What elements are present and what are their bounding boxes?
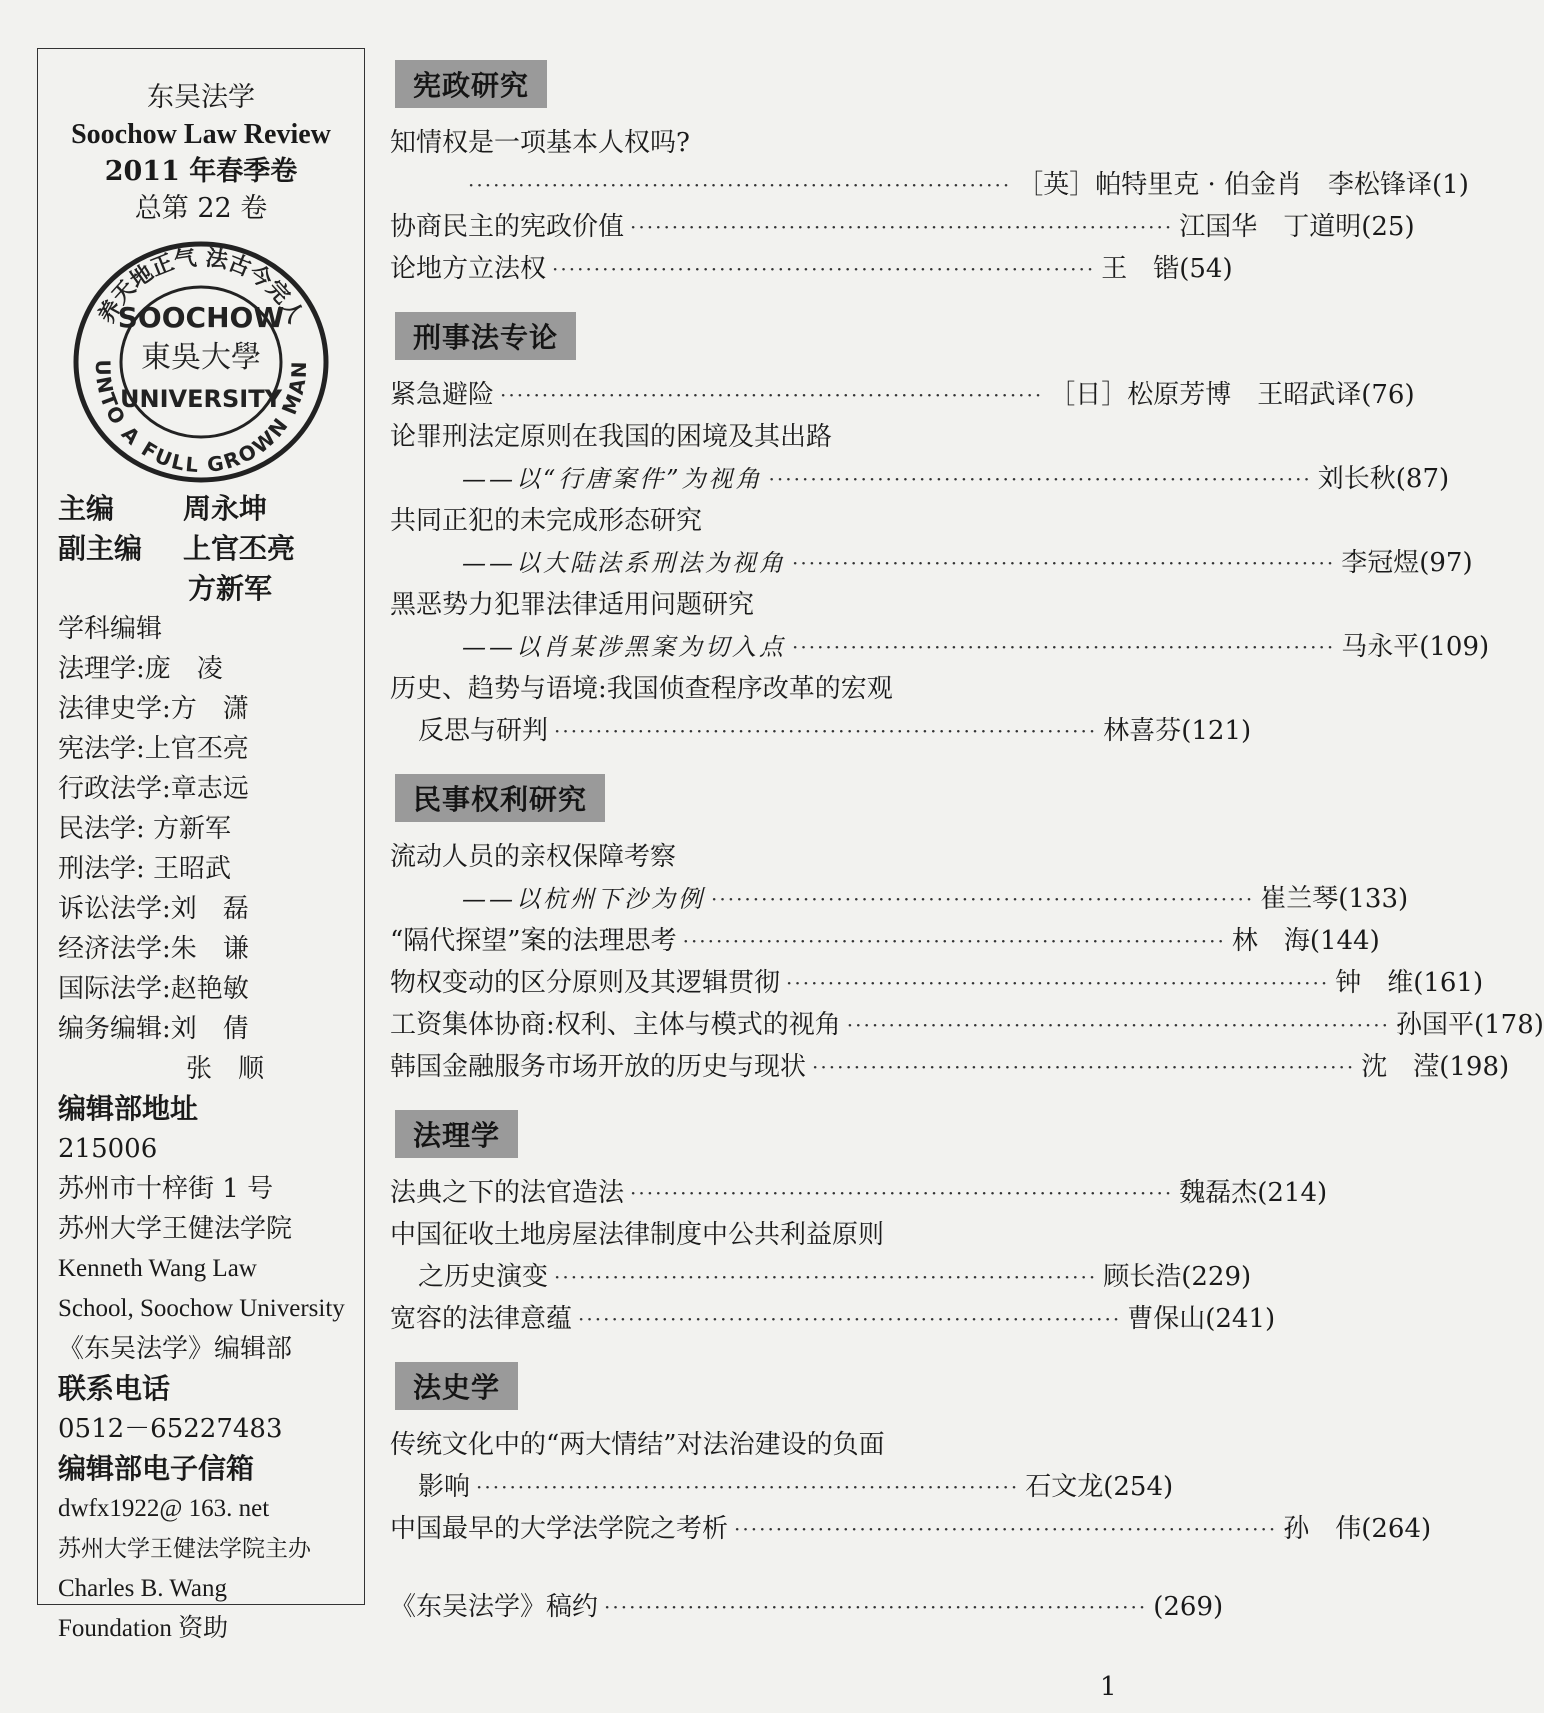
toc-entry-title: 韩国金融服务市场开放的历史与现状 [390,1052,807,1082]
toc-entry-subtitle: ——以大陆法系刑法为视角 [462,549,786,577]
address-line: 《东吴法学》编辑部 [58,1334,293,1364]
toc-entry-author: 崔兰琴(133) [1260,884,1409,914]
toc-entry-title: 物权变动的区分原则及其逻辑贯彻 [390,968,781,998]
svg-text:UNTO A FULL GROWN MAN: UNTO A FULL GROWN MAN [90,359,312,478]
leader-dots: ································································· [554,719,1098,743]
toc-entry[interactable] [390,878,1409,920]
phone-number: 0512－65227483 [58,1414,283,1444]
toc-entry-title-cont: 之历史演变 [418,1262,549,1292]
toc-entry[interactable] [390,962,1484,1004]
toc-entry-author: ［日］松原芳博 王昭武译(76) [1049,380,1415,410]
subject-editor: 诉讼法学:刘 磊 [58,894,249,924]
toc-entry-title[interactable]: 传统文化中的“两大情结”对法治建设的负面 [390,1430,885,1460]
leader-dots: ································································· [552,257,1096,281]
toc-entry-title[interactable]: 共同正犯的未完成形态研究 [390,506,703,536]
toc-entry-submission[interactable] [390,1586,1224,1628]
sponsor-line: Foundation 资助 [58,1615,229,1642]
toc-entry-author: 顾长浩(229) [1103,1262,1252,1292]
leader-dots: ································································· [711,887,1255,911]
subject-editor: 编务编辑:刘 倩 [58,1014,249,1044]
leader-dots: ································································· [468,173,1012,197]
masthead-header [38,79,364,227]
leader-dots: ································································· [846,1013,1390,1037]
leader-dots: ································································· [792,635,1336,659]
leader-dots: ································································· [630,1181,1174,1205]
toc-entry-subtitle: ——以肖某涉黑案为切入点 [462,633,786,661]
address-line-en: Kenneth Wang Law [58,1255,257,1282]
toc-entry-title[interactable]: 中国征收土地房屋法律制度中公共利益原则 [390,1220,885,1250]
email-label: 编辑部电子信箱 [58,1452,255,1485]
deputy-editor-name-1: 上官丕亮 [183,532,296,565]
toc-entry-title: 协商民主的宪政价值 [390,212,625,242]
leader-dots: ································································· [500,383,1044,407]
toc-entry-author: 林喜芬(121) [1103,716,1252,746]
subject-editor: 法理学:庞 凌 [58,654,223,684]
toc-entry-title: 中国最早的大学法学院之考析 [390,1514,729,1544]
sponsor-line: Charles B. Wang [58,1575,228,1602]
journal-title-en: Soochow Law Review [71,119,331,150]
toc-entry-author: 石文龙(254) [1025,1472,1174,1502]
leader-dots: ································································· [682,929,1226,953]
section-heading: 法理学 [395,1110,518,1158]
toc-entry[interactable] [390,1046,1510,1088]
toc-entry-author: 林 海(144) [1231,926,1380,956]
deputy-editor-name-2: 方新军 [188,572,273,605]
toc-entry-author: 李冠煜(97) [1341,548,1473,578]
issue-label: 2011 年春季卷 [104,156,298,187]
toc-entry[interactable] [390,458,1450,500]
toc-entry[interactable] [390,920,1380,962]
email-address: dwfx1922@ 163. net [58,1495,270,1522]
phone-label: 联系电话 [58,1372,171,1405]
toc-entry[interactable] [390,542,1473,584]
toc-entry-title[interactable]: 历史、趋势与语境:我国侦查程序改革的宏观 [390,674,893,704]
subject-editor: 刑法学: 王昭武 [58,854,232,884]
toc-entry[interactable] [390,248,1233,290]
toc-entry-title[interactable]: 知情权是一项基本人权吗? [390,128,690,158]
leader-dots: ································································· [554,1265,1098,1289]
leader-dots: ································································· [734,1517,1278,1541]
table-of-contents [390,60,1544,1628]
address-label: 编辑部地址 [58,1092,199,1125]
toc-entry-subtitle: ——以杭州下沙为例 [462,885,705,913]
chief-editor-label: 主编 [58,492,115,525]
toc-entry[interactable] [390,626,1490,668]
svg-text:UNIVERSITY: UNIVERSITY [120,385,282,413]
toc-entry-title: 法典之下的法官造法 [390,1178,625,1208]
address-line: 苏州市十梓街 1 号 [58,1174,274,1204]
toc-entry-title: 论地方立法权 [390,254,547,284]
leader-dots: ································································· [768,467,1312,491]
toc-entry-title[interactable]: 论罪刑法定原则在我国的困境及其出路 [390,422,833,452]
toc-entry-page: (269) [1153,1592,1224,1622]
toc-entry-title: 紧急避险 [390,380,495,410]
subject-editor: 国际法学:赵艳敏 [58,974,249,1004]
toc-entry[interactable] [390,164,1469,206]
subject-editor: 宪法学:上官丕亮 [58,734,249,764]
svg-text:東吳大學: 東吳大學 [141,340,261,375]
leader-dots: ································································· [792,551,1336,575]
svg-text:SOOCHOW: SOOCHOW [117,301,285,334]
masthead-sidebar [37,48,365,1642]
toc-entry-author: 刘长秋(87) [1317,464,1450,494]
toc-entry[interactable] [390,1172,1328,1214]
toc-entry-author: 魏磊杰(214) [1179,1178,1328,1208]
toc-entry-author: 钟 维(161) [1335,968,1484,998]
toc-entry-title[interactable]: 黑恶势力犯罪法律适用问题研究 [390,590,755,620]
chief-editor-name: 周永坤 [183,492,268,525]
subject-editor: 法律史学:方 潇 [58,694,249,724]
toc-entry-author: ［英］帕特里克 · 伯金肖 李松锋译(1) [1017,170,1469,200]
toc-entry-title: 工资集体协商:权利、主体与模式的视角 [390,1010,841,1040]
toc-entry[interactable] [390,1004,1544,1046]
leader-dots: ································································· [476,1475,1020,1499]
subject-editor: 行政法学:章志远 [58,774,249,804]
toc-entry-title[interactable]: 流动人员的亲权保障考察 [390,842,677,872]
subject-editor: 民法学: 方新军 [58,814,232,844]
section-heading: 民事权利研究 [395,774,605,822]
subject-editors-label: 学科编辑 [58,614,163,644]
toc-entry[interactable] [390,1298,1276,1340]
journal-title-cn: 东吴法学 [147,82,255,113]
editorial-info [58,489,363,1649]
toc-entry-title: “隔代探望”案的法理思考 [390,926,677,956]
toc-entry[interactable] [390,206,1415,248]
leader-dots: ································································· [578,1307,1122,1331]
postcode: 215006 [58,1134,158,1164]
sponsor-line: 苏州大学王健法学院主办 [58,1536,311,1562]
toc-entry-author: 孙国平(178) [1396,1010,1544,1040]
toc-entry[interactable] [390,1256,1252,1298]
address-line-en: School, Soochow University [58,1295,345,1322]
leader-dots: ································································· [604,1595,1148,1619]
deputy-editor-row [58,529,363,569]
toc-entry-author: 江国华 丁道明(25) [1179,212,1415,242]
leader-dots: ································································· [812,1055,1356,1079]
section-heading: 宪政研究 [395,60,547,108]
toc-entry-subtitle: ——以“行唐案件”为视角 [462,465,763,493]
leader-dots: ································································· [786,971,1330,995]
toc-entry[interactable] [390,710,1252,752]
subject-editor-cont: 张 顺 [186,1054,265,1084]
toc-entry[interactable] [390,1466,1174,1508]
subject-editor: 经济法学:朱 谦 [58,934,249,964]
chief-editor-row [58,489,363,529]
svg-text:养天地正气 法古今完人: 养天地正气 法古今完人 [93,244,309,328]
toc-entry-author: 马永平(109) [1341,632,1490,662]
university-seal-icon [66,237,336,487]
section-heading: 法史学 [395,1362,518,1410]
leader-dots: ································································· [630,215,1174,239]
toc-entry-title: 宽容的法律意蕴 [390,1304,573,1334]
page-number: 1 [1100,1672,1117,1702]
toc-entry-author: 孙 伟(264) [1283,1514,1432,1544]
toc-entry-author: 王 锴(54) [1101,254,1233,284]
toc-entry[interactable] [390,1508,1432,1550]
toc-entry[interactable] [390,374,1415,416]
toc-entry-title-cont: 影响 [418,1472,471,1502]
toc-entry-title-cont: 反思与研判 [418,716,549,746]
deputy-editor-label: 副主编 [58,532,143,565]
address-line: 苏州大学王健法学院 [58,1214,293,1244]
volume-label: 总第 22 卷 [134,193,268,224]
toc-entry-title: 《东吴法学》稿约 [390,1592,599,1622]
toc-entry-author: 沈 滢(198) [1361,1052,1510,1082]
toc-entry-author: 曹保山(241) [1127,1304,1276,1334]
section-heading: 刑事法专论 [395,312,576,360]
